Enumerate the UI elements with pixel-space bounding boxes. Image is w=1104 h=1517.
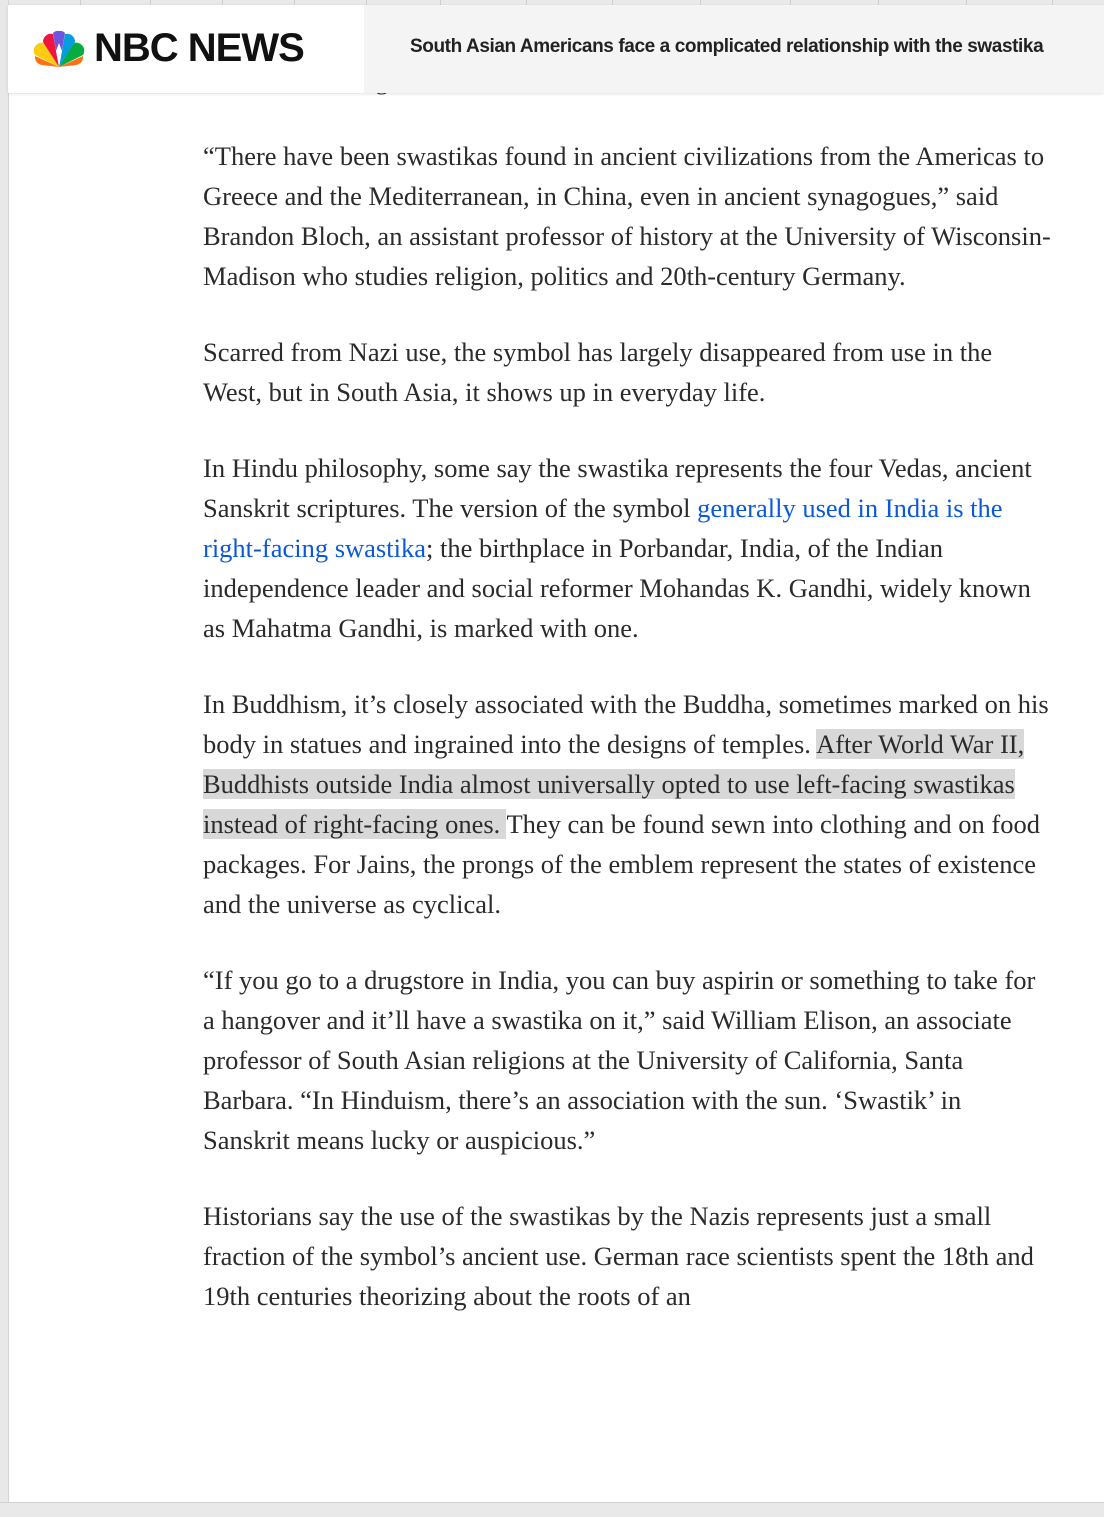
nbc-peacock-icon [32,29,86,69]
headline-bar [364,5,1104,93]
article-body [203,60,1053,1352]
window-left-edge [0,0,9,1517]
paragraph [203,684,1053,924]
logo-link[interactable] [8,5,364,93]
highlighted-text: After World War II, Buddhists outside India almost universally opted to use left-facing swastikas instead of right-facing ones. [203,729,1025,839]
site-header [8,5,1104,93]
window-bottom-edge [0,1502,1104,1517]
paragraph-text: ; the birthplace in Porbandar, India, of the Indian independence leader and social reformer Mohandas K. Gandhi, widely known as Mahatma Gandhi, is marked with one. [203,533,1031,643]
paragraph-text: In Hindu philosophy, some say the swastika represents the four Vedas, ancient Sanskrit scriptures. The version of the symbol [203,453,1032,523]
paragraph: “If you go to a drugstore in India, you can buy aspirin or something to take for a hangover and it’ll have a swastika on it,” said William Elison, an associate professor of South Asian religions at the University of California, Santa Barbara. “In Hinduism, there’s an association with the sun. ‘Swastik’ in Sanskrit means lucky or auspicious.” [203,965,1036,1155]
paragraph: “There have been swastikas found in ancient civilizations from the Americas to Greece and the Mediterranean, in China, even in ancient synagogues,” said Brandon Bloch, an assistant professor of history at the University of Wisconsin-Madison who studies religion, politics and 20th-century Germany. [203,141,1051,291]
paragraph-text: In Buddhism, it’s closely associated with the Buddha, sometimes marked on his body in statues and ingrained into the designs of temples. [203,689,1049,759]
brand-wordmark: NBC NEWS [94,26,304,70]
paragraph: Historians say the use of the swastikas by the Nazis represents just a small fraction of the symbol’s ancient use. German race scientists spent the 18th and 19th centuries theorizing about the roots of an [203,1201,1034,1311]
article-headline[interactable]: South Asian Americans face a complicated relationship with the swastika [410,36,1044,57]
paragraph: Scarred from Nazi use, the symbol has largely disappeared from use in the West, but in South Asia, it shows up in everyday life. [203,337,993,407]
right-facing-swastika-link[interactable]: generally used in India is the right-facing swastika [203,493,1003,563]
paragraph-text: They can be found sewn into clothing and on food packages. For Jains, the prongs of the emblem represent the states of existence and the universe as cyclical. [203,809,1041,919]
paragraph [203,448,1053,648]
